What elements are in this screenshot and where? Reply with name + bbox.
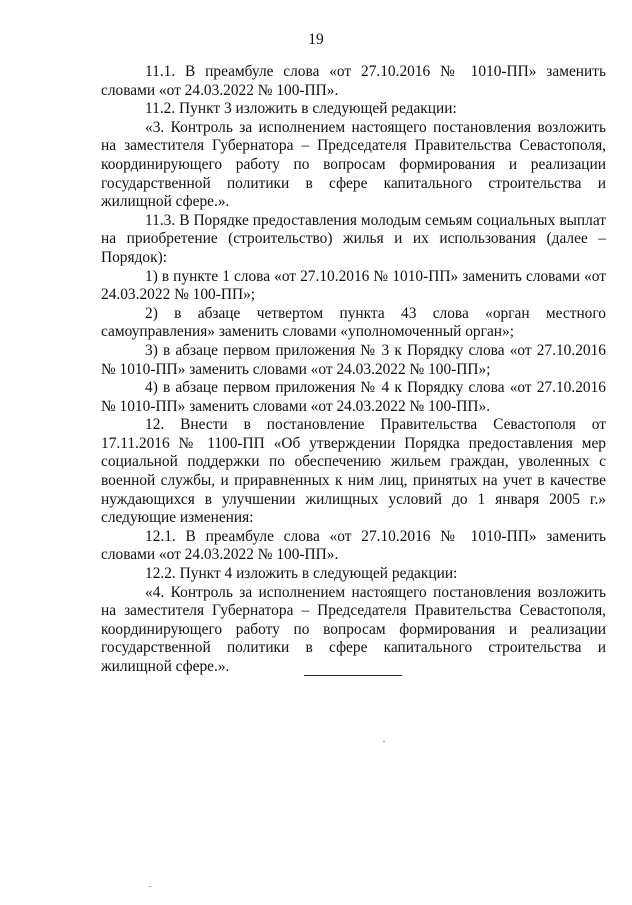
paragraph-11-2-quote: «3. Контроль за исполнением настоящего постановления возложить на заместителя Губернатора – Председателя Правительства Севастополя, координирующего работу по вопросам формирования и реализации государственной политики в сфере капитального строительства и жилищной сфере.». — [101, 118, 606, 211]
scan-speck — [149, 886, 151, 887]
paragraph-11-1: 11.1. В преамбуле слова «от 27.10.2016 № 1010-ПП» заменить словами «от 24.03.2022 № 100-ПП». — [101, 63, 606, 99]
paragraph-12: 12. Внести в постановление Правительства Севастополя от 17.11.2016 № 1100-ПП «Об утверждении Порядка предоставления мер социальной поддержки по обеспечению жильем граждан, уволенных с военной службы, и приравненных к ним лиц, принятых на учет в качестве нуждающихся в улучшении жилищных условий до 1 января 2005 г.» следующие изменения: — [101, 416, 606, 527]
end-separator-line — [304, 675, 402, 676]
paragraph-12-1: 12.1. В преамбуле слова «от 27.10.2016 № 1010-ПП» заменить словами «от 24.03.2022 № 100-ПП». — [101, 527, 606, 564]
scan-speck — [383, 741, 385, 742]
paragraph-11-3-item-3: 3) в абзаце первом приложения № 3 к Порядку слова «от 27.10.2016 № 1010-ПП» заменить словами «от 24.03.2022 № 100-ПП»; — [101, 341, 606, 378]
paragraph-11-3: 11.3. В Порядке предоставления молодым семьям социальных выплат на приобретение (строительство) жилья и их использования (далее – Порядок): — [101, 211, 606, 266]
paragraph-12-2: 12.2. Пункт 4 изложить в следующей редакции: — [145, 565, 458, 583]
paragraph-11-3-item-2: 2) в абзаце четвертом пункта 43 слова «орган местного самоуправления» заменить словами «уполномоченный орган»; — [101, 304, 606, 341]
paragraph-11-3-item-4: 4) в абзаце первом приложения № 4 к Порядку слова «от 27.10.2016 № 1010-ПП» заменить словами «от 24.03.2022 № 100-ПП». — [101, 379, 606, 415]
paragraph-12-2-quote: «4. Контроль за исполнением настоящего постановления возложить на заместителя Губернатора – Председателя Правительства Севастополя, координирующего работу по вопросам формирования и реализации государственной политики в сфере капитального строительства и жилищной сфере.». — [101, 583, 606, 675]
paragraph-11-3-item-1: 1) в пункте 1 слова «от 27.10.2016 № 1010-ПП» заменить словами «от 24.03.2022 № 100-ПП»; — [101, 267, 606, 304]
document-body — [101, 63, 606, 677]
paragraph-11-2: 11.2. Пункт 3 изложить в следующей редакции: — [145, 100, 457, 118]
page-number: 19 — [308, 31, 324, 48]
